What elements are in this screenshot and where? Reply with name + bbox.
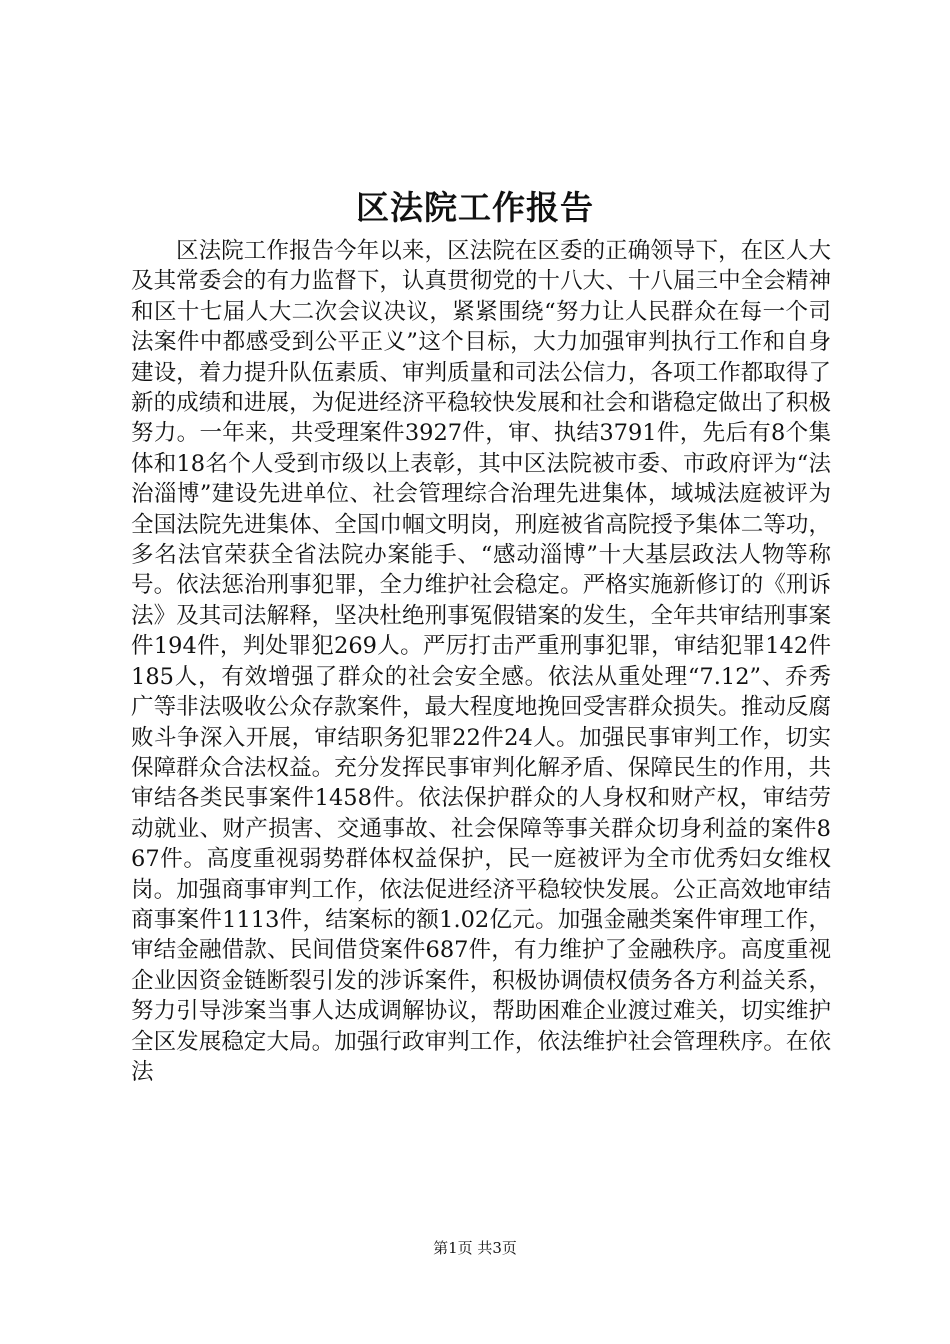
document-body-paragraph: 区法院工作报告今年以来，区法院在区委的正确领导下，在区人大及其常委会的有力监督下，认真贯彻党的十八大、十八届三中全会精神和区十七届人大二次会议决议，紧紧围绕“努力让人民群众在每一个司法案件中都感受到公平正义”这个目标，大力加强审判执行工作和自身建设，着力提升队伍素质、审判质量和司法公信力，各项工作都取得了新的成绩和进展，为促进经济平稳较快发展和社会和谐稳定做出了积极努力。一年来，共受理案件3927件，审、执结3791件，先后有8个集体和18名个人受到市级以上表彰，其中区法院被市委、市政府评为“法治淄博”建设先进单位、社会管理综合治理先进集体，域城法庭被评为全国法院先进集体、全国巾帼文明岗，刑庭被省高院授予集体二等功，多名法官荣获全省法院办案能手、“感动淄博”十大基层政法人物等称号。依法惩治刑事犯罪，全力维护社会稳定。严格实施新修订的《刑诉法》及其司法解释，坚决杜绝刑事冤假错案的发生，全年共审结刑事案件194件，判处罪犯269人。严厉打击严重刑事犯罪，审结犯罪142件185人，有效增强了群众的社会安全感。依法从重处理“7.12”、乔秀广等非法吸收公众存款案件，最大程度地挽回受害群众损失。推动反腐败斗争深入开展，审结职务犯罪22件24人。加强民事审判工作，切实保障群众合法权益。充分发挥民事审判化解矛盾、保障民生的作用，共审结各类民事案件1458件。依法保护群众的人身权和财产权，审结劳动就业、财产损害、交通事故、社会保障等事关群众切身利益的案件867件。高度重视弱势群体权益保护，民一庭被评为全市优秀妇女维权岗。加强商事审判工作，依法促进经济平稳较快发展。公正高效地审结商事案件1113件，结案标的额1.02亿元。加强金融类案件审理工作，审结金融借款、民间借贷案件687件，有力维护了金融秩序。高度重视企业因资金链断裂引发的涉诉案件，积极协调债权债务各方利益关系，努力引导涉案当事人达成调解协议，帮助困难企业渡过难关，切实维护全区发展稳定大局。加强行政审判工作，依法维护社会管理秩序。在依法 bbox=[131, 238, 831, 1085]
document-title: 区法院工作报告 bbox=[356, 188, 594, 227]
page-number-footer: 第1页 共3页 bbox=[433, 1239, 517, 1257]
